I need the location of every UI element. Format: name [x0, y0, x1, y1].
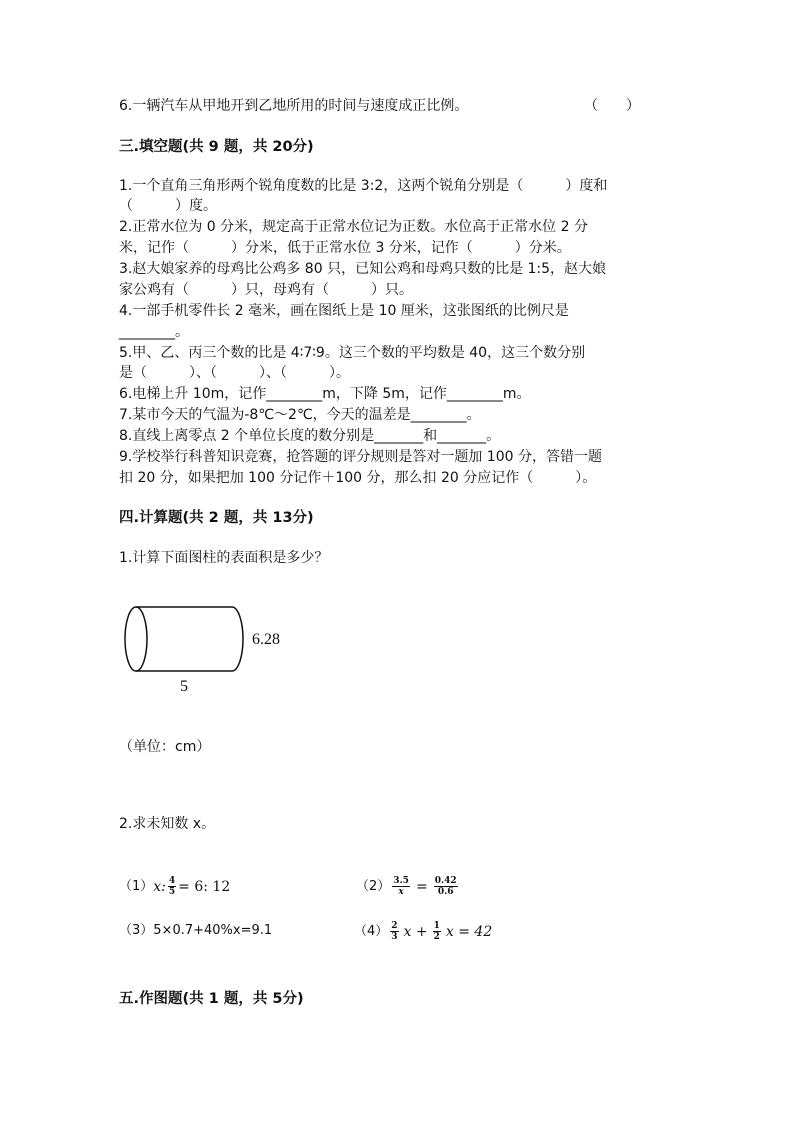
fill-line: 6.电梯上升 10m，记作________m，下降 5m，记作________m。	[119, 386, 531, 402]
fraction: $\frac{1}{2}$	[433, 921, 440, 942]
cylinder-figure	[120, 596, 300, 696]
fill-line: 9.学校举行科普知识竞赛，抢答题的评分规则是答对一题加 100 分，答错一题	[119, 449, 602, 465]
section-4-heading: 四.计算题(共 2 题，共 13分)	[119, 510, 314, 526]
fill-line: 7.某市今天的气温为-8℃～2℃，今天的温差是________。	[119, 407, 481, 423]
question-6-judgement: 6.一辆汽车从甲地开到乙地所用的时间与速度成正比例。	[119, 98, 469, 114]
equation-term: x +	[403, 923, 428, 940]
question-calc-1: 1.计算下面图柱的表面积是多少？	[119, 550, 329, 566]
fill-line: 4.一部手机零件长 2 毫米，画在图纸上是 10 厘米，这张图纸的比例尺是	[119, 303, 569, 319]
cylinder-right-arc	[232, 607, 243, 671]
equation-term: x = 42	[445, 923, 493, 940]
fill-line: 2.正常水位为 0 分米，规定高于正常水位记为正数。水位高于正常水位 2 分	[119, 219, 588, 235]
section-5-heading: 五.作图题(共 1 题，共 5分)	[119, 991, 304, 1007]
fill-line: （ ）度。	[119, 198, 217, 214]
circumference-label: 6.28	[252, 631, 280, 648]
equation-4	[354, 921, 492, 942]
fraction: $\frac{2}{3}$	[391, 921, 398, 942]
equation-label: （4）	[354, 923, 389, 939]
fill-line: ________。	[119, 324, 189, 340]
fill-line: 1.一个直角三角形两个锐角度数的比是 3:2，这两个锐角分别是（ ）度和	[119, 178, 608, 194]
fill-line: 8.直线上离零点 2 个单位长度的数分别是_______和_______。	[119, 428, 501, 444]
length-label: 5	[180, 678, 188, 695]
equation-rhs: = 6: 12	[178, 878, 231, 895]
cylinder-left-face	[125, 607, 147, 671]
fraction: $\frac{0.42}{0.6}$	[434, 876, 457, 897]
fill-line: 家公鸡有（ ）只，母鸡有（ ）只。	[119, 282, 413, 298]
fill-line: 扣 20 分，如果把加 100 分记作＋100 分，那么扣 20 分应记作（ ）。	[119, 470, 597, 486]
equation-text: 5×0.7+40%x=9.1	[153, 923, 273, 938]
equation-1	[119, 876, 230, 897]
fraction: $\frac{4}{5}$	[168, 876, 176, 897]
equation-label: （1）	[119, 878, 154, 894]
fill-line: 是（ ）、（ ）、（ ）。	[119, 365, 350, 381]
answer-parentheses: （ ）	[584, 98, 640, 114]
equation-var: x:	[153, 878, 166, 895]
fraction: $\frac{3.5}{x}$	[393, 876, 409, 897]
equation-label: （2）	[356, 878, 391, 894]
unit-note: （单位：cm）	[119, 739, 211, 755]
fill-line: 3.赵大娘家养的母鸡比公鸡多 80 只，已知公鸡和母鸡只数的比是 1:5，赵大娘	[119, 261, 607, 277]
equation-3	[119, 921, 272, 941]
fill-line: 5.甲、乙、丙三个数的比是 4∶7∶9。这三个数的平均数是 40，这三个数分别	[119, 345, 586, 361]
equals-sign: =	[415, 878, 428, 895]
equation-2	[356, 876, 460, 897]
section-3-heading: 三.填空题(共 9 题，共 20分)	[119, 139, 314, 155]
equation-label: （3）	[119, 923, 154, 938]
question-calc-2: 2.求未知数 x。	[119, 816, 216, 832]
fill-line: 米，记作（ ）分米，低于正常水位 3 分米，记作（ ）分米。	[119, 240, 571, 256]
